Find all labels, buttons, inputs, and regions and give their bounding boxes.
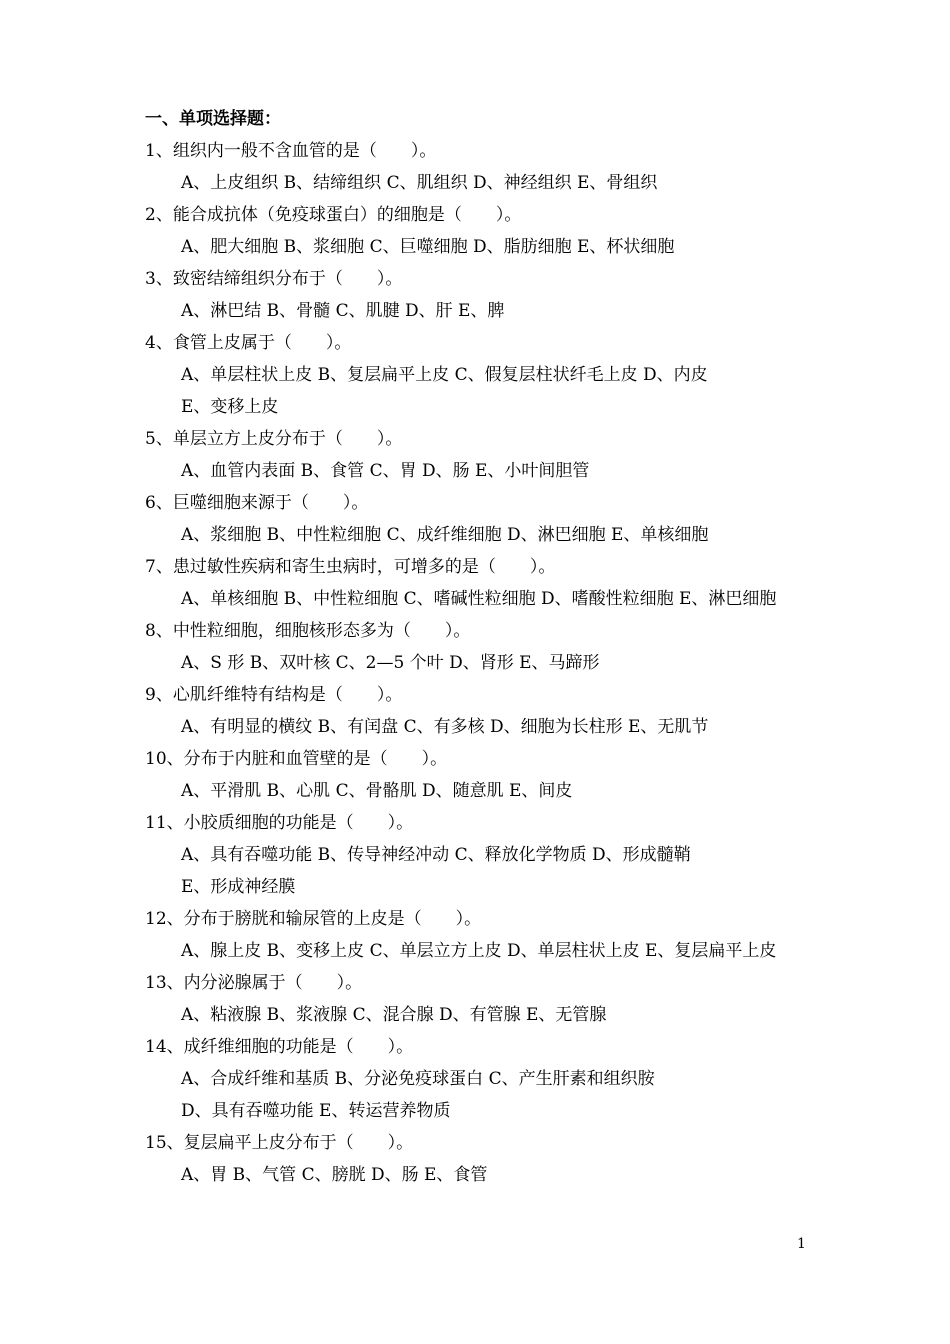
question-stem: 4、食管上皮属于（ ）。 [145, 333, 352, 353]
question-options: A、血管内表面 B、食管 C、胃 D、肠 E、小叶间胆管 [181, 461, 590, 481]
question-stem: 8、中性粒细胞，细胞核形态多为（ ）。 [145, 621, 471, 641]
question-stem: 11、小胶质细胞的功能是（ ）。 [145, 813, 414, 833]
question-lines [145, 135, 825, 1191]
question-options: A、S 形 B、双叶核 C、2—5 个叶 D、肾形 E、马蹄形 [181, 653, 600, 673]
question-options: A、有明显的横纹 B、有闰盘 C、有多核 D、细胞为长柱形 E、无肌节 [181, 717, 709, 737]
question-options: A、浆细胞 B、中性粒细胞 C、成纤维细胞 D、淋巴细胞 E、单核细胞 [181, 525, 709, 545]
question-stem: 1、组织内一般不含血管的是（ ）。 [145, 141, 437, 161]
question-options: A、肥大细胞 B、浆细胞 C、巨噬细胞 D、脂肪细胞 E、杯状细胞 [181, 237, 675, 257]
question-options: A、单层柱状上皮 B、复层扁平上皮 C、假复层柱状纤毛上皮 D、内皮 [181, 365, 708, 385]
question-stem: 12、分布于膀胱和输尿管的上皮是（ ）。 [145, 909, 482, 929]
question-options: A、腺上皮 B、变移上皮 C、单层立方上皮 D、单层柱状上皮 E、复层扁平上皮 [181, 941, 777, 961]
question-options: A、胃 B、气管 C、膀胱 D、肠 E、食管 [181, 1165, 488, 1185]
question-stem: 15、复层扁平上皮分布于（ ）。 [145, 1133, 414, 1153]
question-options: D、具有吞噬功能 E、转运营养物质 [181, 1101, 451, 1121]
question-options: A、合成纤维和基质 B、分泌免疫球蛋白 C、产生肝素和组织胺 [181, 1069, 655, 1089]
question-options: A、具有吞噬功能 B、传导神经冲动 C、释放化学物质 D、形成髓鞘 [181, 845, 691, 865]
question-stem: 10、分布于内脏和血管壁的是（ ）。 [145, 749, 448, 769]
question-list [145, 103, 825, 1191]
question-options: A、单核细胞 B、中性粒细胞 C、嗜碱性粒细胞 D、嗜酸性粒细胞 E、淋巴细胞 [181, 589, 777, 609]
question-stem: 6、巨噬细胞来源于（ ）。 [145, 493, 369, 513]
question-options: A、上皮组织 B、结缔组织 C、肌组织 D、神经组织 E、骨组织 [181, 173, 658, 193]
question-options: A、粘液腺 B、浆液腺 C、混合腺 D、有管腺 E、无管腺 [181, 1005, 607, 1025]
question-stem: 13、内分泌腺属于（ ）。 [145, 973, 363, 993]
question-stem: 2、能合成抗体（免疫球蛋白）的细胞是（ ）。 [145, 205, 522, 225]
question-options: A、淋巴结 B、骨髓 C、肌腱 D、肝 E、脾 [181, 301, 505, 321]
question-options: E、变移上皮 [181, 397, 279, 417]
question-stem: 7、患过敏性疾病和寄生虫病时，可增多的是（ ）。 [145, 557, 556, 577]
question-stem: 5、单层立方上皮分布于（ ）。 [145, 429, 403, 449]
question-stem: 3、致密结缔组织分布于（ ）。 [145, 269, 403, 289]
page-number: 1 [797, 1236, 806, 1252]
question-stem: 14、成纤维细胞的功能是（ ）。 [145, 1037, 414, 1057]
question-options: E、形成神经膜 [181, 877, 296, 897]
section-title: 一、单项选择题： [145, 109, 281, 129]
question-stem: 9、心肌纤维特有结构是（ ）。 [145, 685, 403, 705]
question-options: A、平滑肌 B、心肌 C、骨骼肌 D、随意肌 E、间皮 [181, 781, 573, 801]
